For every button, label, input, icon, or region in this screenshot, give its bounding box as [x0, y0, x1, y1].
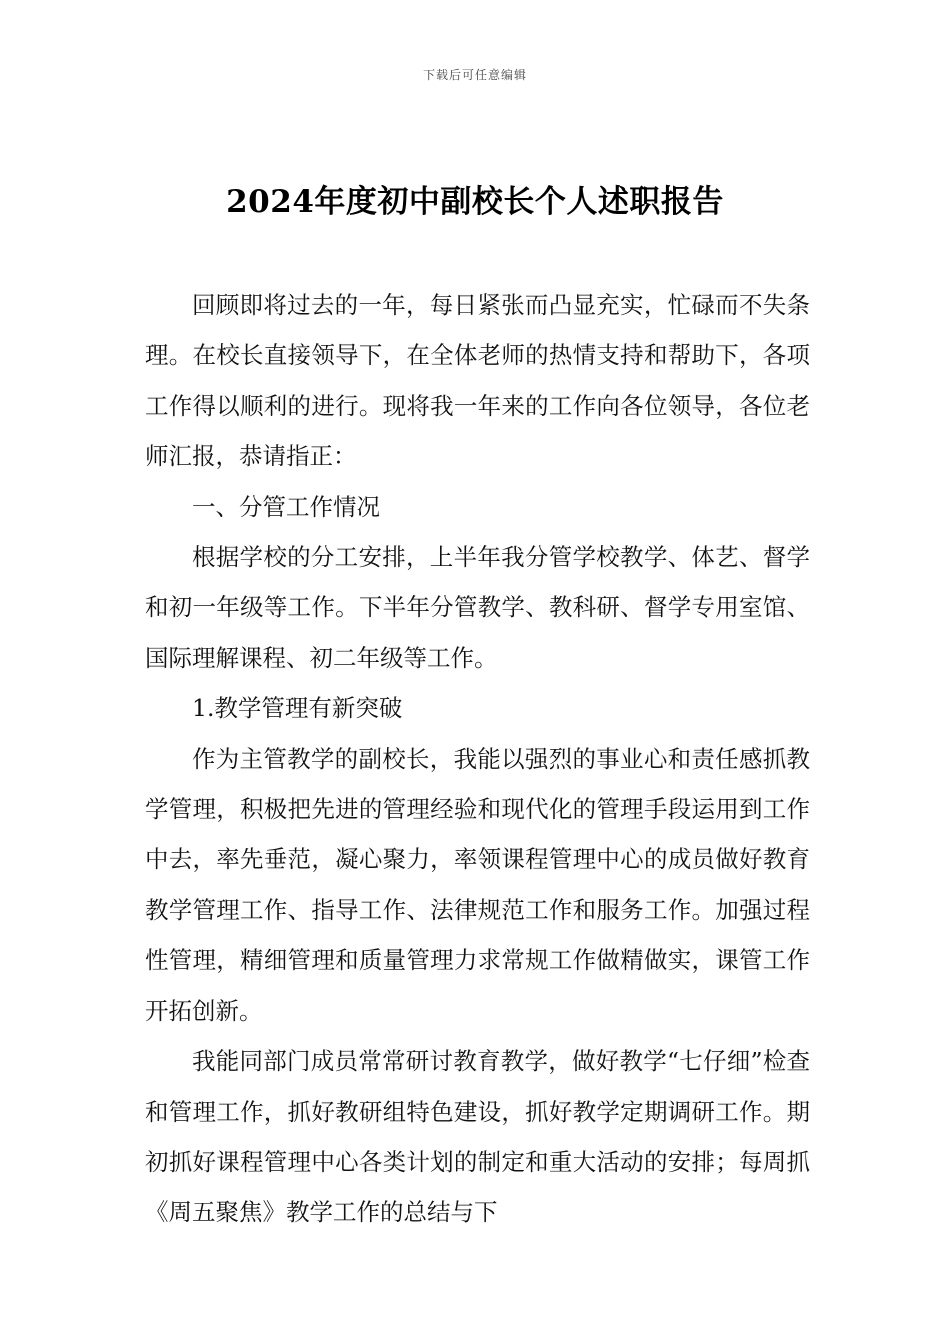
paragraph-division: 根据学校的分工安排，上半年我分管学校教学、体艺、督学和初一年级等工作。下半年分管教学、教科研、督学专用室馆、国际理解课程、初二年级等工作。 — [145, 543, 810, 672]
document-title: 2024年度初中副校长个人述职报告 — [226, 184, 724, 220]
section-heading-1: 一、分管工作情况 — [192, 492, 380, 521]
paragraph-teaching-management: 作为主管教学的副校长，我能以强烈的事业心和责任感抓教学管理，积极把先进的管理经验和现代化的管理手段运用到工作中去，率先垂范，凝心聚力，率领课程管理中心的成员做好教育教学管理工作、指导工作、法律规范工作和服务工作。加强过程性管理，精细管理和质量管理力求常规工作做精做实，课管工作开拓创新。 — [145, 744, 810, 1025]
subsection-heading-1: 1.教学管理有新突破 — [192, 694, 403, 723]
header-note: 下载后可任意编辑 — [422, 68, 527, 82]
paragraph-intro: 回顾即将过去的一年，每日紧张而凸显充实，忙碌而不失条理。在校长直接领导下，在全体老师的热情支持和帮助下，各项工作得以顺利的进行。现将我一年来的工作向各位领导，各位老师汇报，恭请指正： — [145, 291, 810, 471]
document-body — [145, 280, 810, 1238]
paragraph-research: 我能同部门成员常常研讨教育教学，做好教学“七仔细”检查和管理工作，抓好教研组特色建设，抓好教学定期调研工作。期初抓好课程管理中心各类计划的制定和重大活动的安排；每周抓《周五聚焦》教学工作的总结与下 — [145, 1047, 810, 1227]
